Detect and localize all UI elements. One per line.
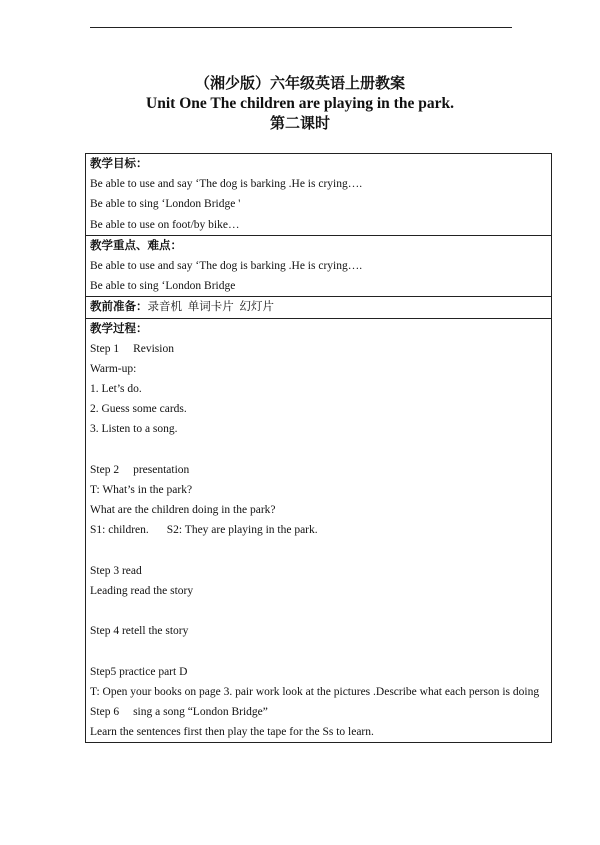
step1-line: 2. Guess some cards. (90, 403, 187, 416)
objective-line: Be able to use on foot/by bike… (90, 218, 240, 231)
step2-label: Step 2 (90, 463, 120, 476)
step1-line: 1. Let’s do. (90, 383, 142, 396)
step1-line: 3. Listen to a song. (90, 423, 178, 436)
key-point-line: Be able to use and say ‘The dog is barking .He is crying…. (90, 259, 363, 272)
key-points-heading: 教学重点、难点： (90, 239, 182, 252)
document-title-unit: Unit One The children are playing in the park. (146, 95, 454, 112)
step4-title: Step 4 retell the story (90, 625, 189, 638)
step6-label: Step 6 (90, 706, 120, 719)
lesson-number: 第二课时 (269, 116, 330, 132)
step5-title: Step5 practice part D (90, 665, 188, 678)
step2-s1: S1: children. (90, 524, 149, 537)
step1-name: Revision (133, 342, 174, 355)
step1-title (90, 339, 547, 359)
step2-line: T: What’s in the park? (90, 484, 193, 496)
objective-line: Be able to use and say ‘The dog is barking .He is crying…. (90, 178, 363, 191)
top-rule (90, 27, 512, 28)
objectives-heading: 教学目标： (90, 158, 148, 170)
step1-line: Warm-up: (90, 362, 137, 375)
step3-line: Leading read the story (90, 584, 194, 597)
step6-line: Learn the sentences first then play the tape for the Ss to learn. (90, 726, 374, 739)
step2-s2: S2: They are playing in the park. (166, 524, 318, 537)
step2-line: What are the children doing in the park? (90, 504, 276, 517)
preparation-cell (86, 297, 552, 318)
objectives-cell (86, 154, 552, 236)
preparation-heading: 教前准备： (90, 301, 148, 314)
step6-name: sing a song “London Bridge” (133, 706, 268, 719)
step2-dialogue (90, 520, 547, 540)
process-row (86, 318, 552, 743)
preparation-items: 录音机 单词卡片 幻灯片 (147, 301, 274, 314)
preparation-row (86, 297, 552, 318)
step1-label: Step 1 (90, 342, 120, 355)
document-title-chinese: （湘少版）六年级英语上册教案 (194, 76, 405, 92)
objectives-row (86, 154, 552, 236)
process-cell (86, 318, 552, 743)
step2-title (90, 460, 547, 480)
title-block (0, 74, 600, 134)
key-points-row (86, 235, 552, 297)
key-points-cell (86, 235, 552, 297)
process-heading: 教学过程： (90, 322, 148, 335)
step3-title: Step 3 read (90, 564, 142, 577)
key-point-line: Be able to sing ‘London Bridge (90, 280, 236, 293)
objective-line: Be able to sing ‘London Bridge ' (90, 198, 241, 211)
step2-name: presentation (133, 463, 190, 476)
lesson-plan-table (85, 153, 552, 743)
step6-title (90, 702, 547, 722)
step5-line: T: Open your books on page 3. pair work look at the pictures .Describe what each person is doing (90, 685, 540, 698)
